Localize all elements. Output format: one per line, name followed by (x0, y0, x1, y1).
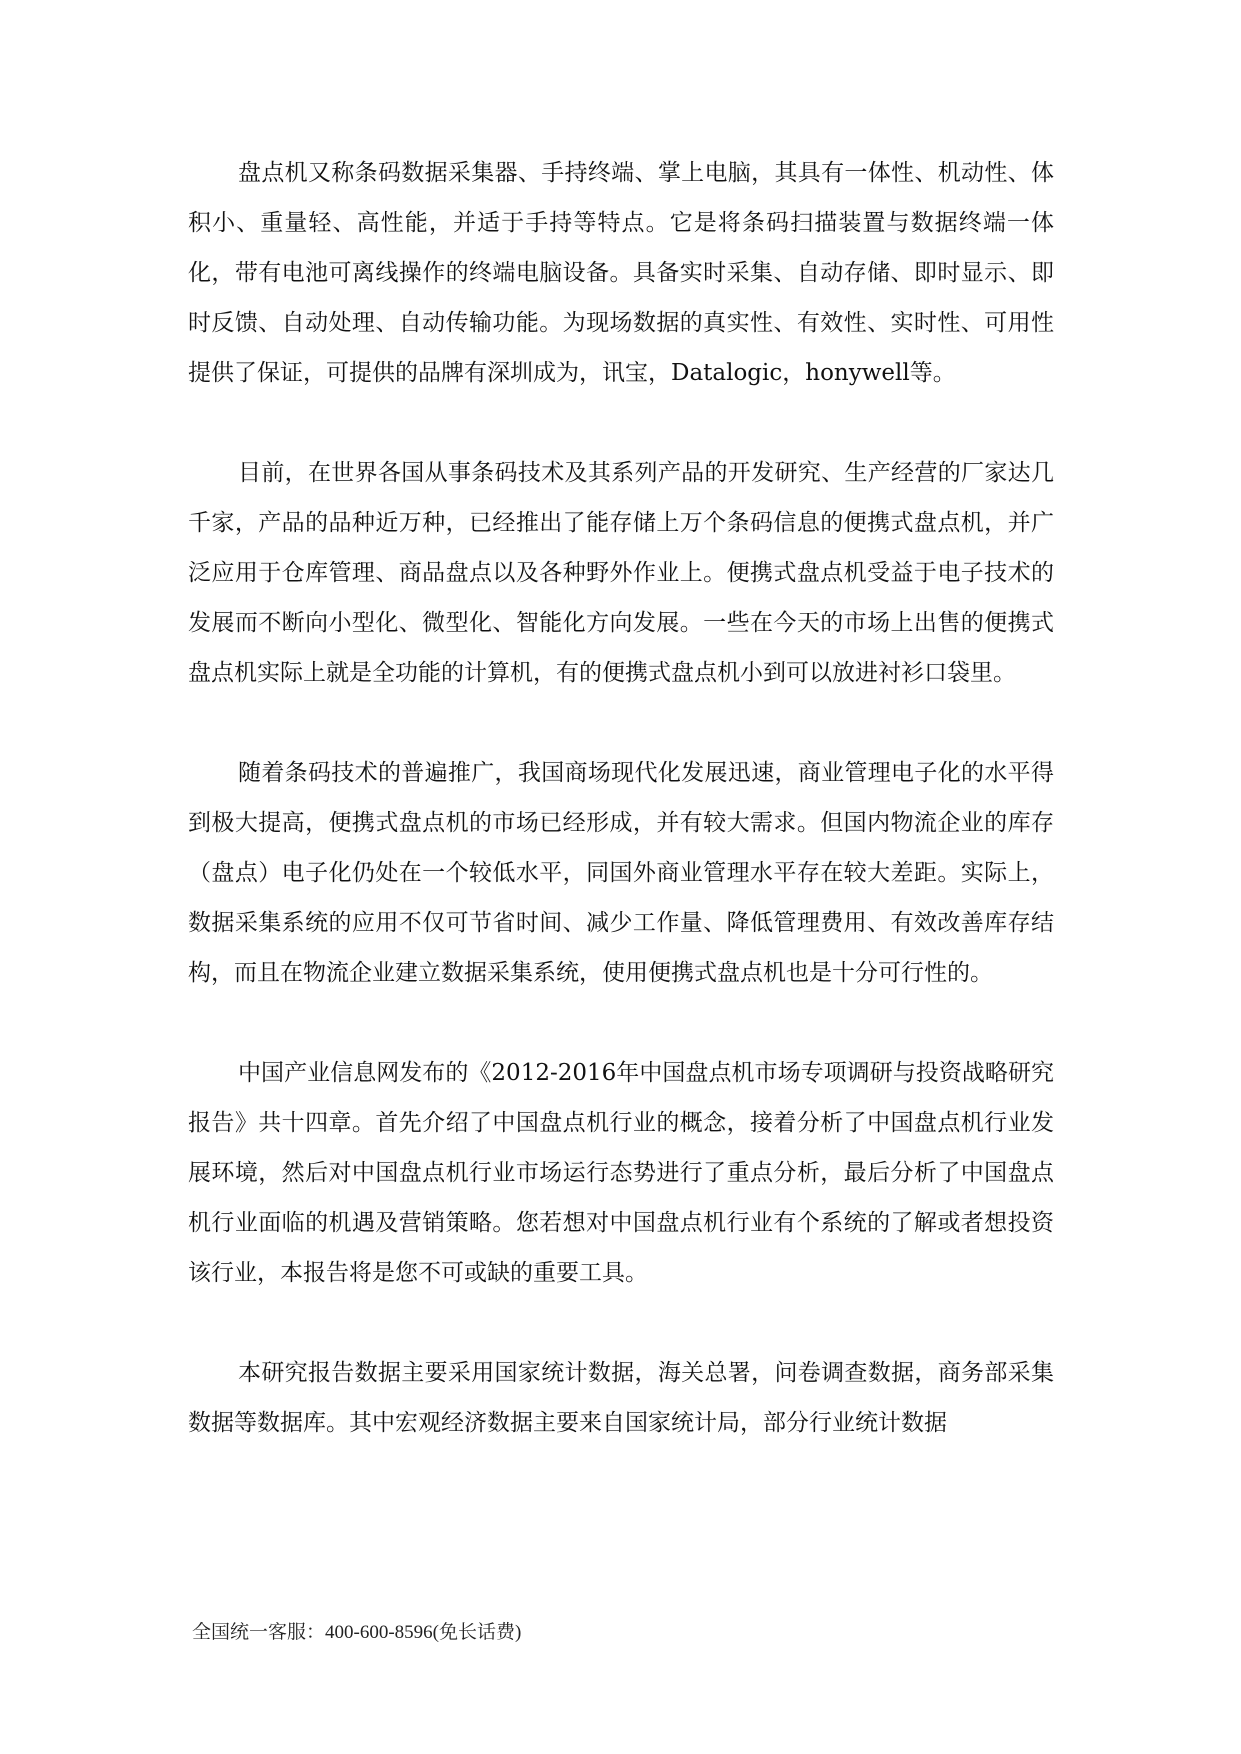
page-footer: 全国统一客服：400-600-8596(免长话费) (192, 1622, 522, 1643)
paragraph-1: 盘点机又称条码数据采集器、手持终端、掌上电脑，其具有一体性、机动性、体积小、重量轻、高性能，并适于手持等特点。它是将条码扫描装置与数据终端一体化，带有电池可离线操作的终端电脑设备。具备实时采集、自动存储、即时显示、即时反馈、自动处理、自动传输功能。为现场数据的真实性、有效性、实时性、可用性提供了保证，可提供的品牌有深圳成为，讯宝，Datalogic，honywell等。 (188, 160, 1054, 386)
paragraph-3: 随着条码技术的普遍推广，我国商场现代化发展迅速，商业管理电子化的水平得到极大提高，便携式盘点机的市场已经形成，并有较大需求。但国内物流企业的库存（盘点）电子化仍处在一个较低水平，同国外商业管理水平存在较大差距。实际上，数据采集系统的应用不仅可节省时间、减少工作量、降低管理费用、有效改善库存结构，而且在物流企业建立数据采集系统，使用便携式盘点机也是十分可行性的。 (188, 760, 1054, 986)
paragraph-4: 中国产业信息网发布的《2012-2016年中国盘点机市场专项调研与投资战略研究报告》共十四章。首先介绍了中国盘点机行业的概念，接着分析了中国盘点机行业发展环境，然后对中国盘点机行业市场运行态势进行了重点分析，最后分析了中国盘点机行业面临的机遇及营销策略。您若想对中国盘点机行业有个系统的了解或者想投资该行业，本报告将是您不可或缺的重要工具。 (188, 1060, 1054, 1286)
paragraph-5: 本研究报告数据主要采用国家统计数据，海关总署，问卷调查数据，商务部采集数据等数据库。其中宏观经济数据主要来自国家统计局，部分行业统计数据 (188, 1360, 1054, 1436)
document-body (188, 148, 1054, 1448)
paragraph-2: 目前，在世界各国从事条码技术及其系列产品的开发研究、生产经营的厂家达几千家，产品的品种近万种，已经推出了能存储上万个条码信息的便携式盘点机，并广泛应用于仓库管理、商品盘点以及各种野外作业上。便携式盘点机受益于电子技术的发展而不断向小型化、微型化、智能化方向发展。一些在今天的市场上出售的便携式盘点机实际上就是全功能的计算机，有的便携式盘点机小到可以放进衬衫口袋里。 (188, 460, 1054, 686)
